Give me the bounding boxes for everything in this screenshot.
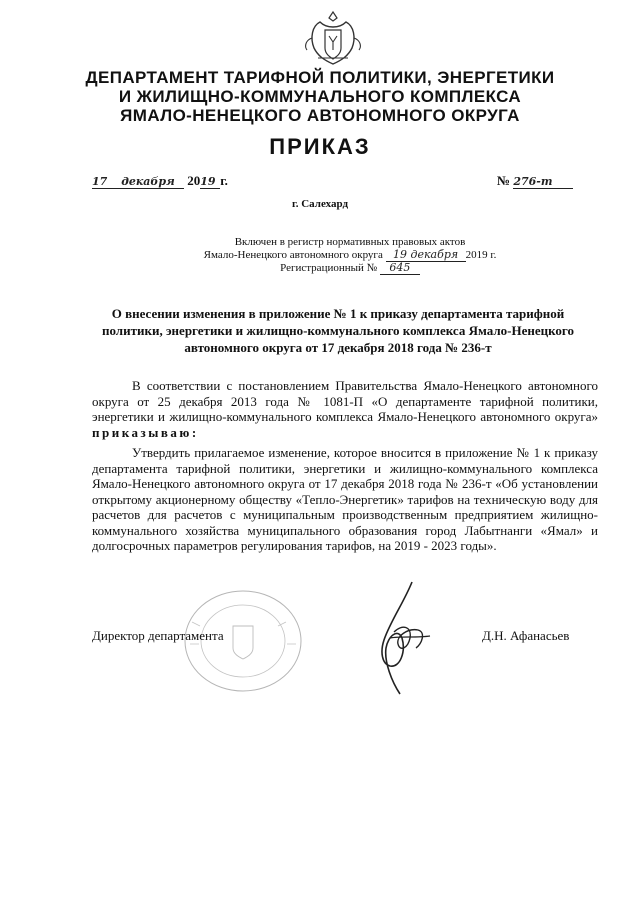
number-label: № xyxy=(497,173,511,188)
registration-line-2 xyxy=(150,249,550,262)
date-year-suffix-label: г. xyxy=(220,173,228,188)
order-number xyxy=(497,173,573,189)
order-date xyxy=(92,173,228,189)
coat-of-arms-icon xyxy=(300,8,366,70)
handwritten-signature-icon xyxy=(360,578,450,698)
department-heading xyxy=(40,68,600,125)
body-paragraph-1-text: В соответствии с постановлением Правительства Ямало-Ненецкого автономного округа от 25 декабря 2013 года № 1081-П «О департаменте тарифной политики, энергетики и жилищно-коммунального комплекса Ямало-Ненецкого автономного округа» xyxy=(92,378,598,424)
date-day-field xyxy=(92,174,112,189)
registration-line-2-prefix: Ямало-Ненецкого автономного округа xyxy=(203,249,383,261)
date-day-handwritten: 17 xyxy=(92,175,108,188)
department-line-3: ЯМАЛО-НЕНЕЦКОГО АВТОНОМНОГО ОКРУГА xyxy=(120,106,520,125)
body-paragraph-1 xyxy=(92,378,598,440)
city: г. Салехард xyxy=(291,198,349,210)
registration-number-field xyxy=(380,262,420,275)
registration-line-3 xyxy=(150,262,550,275)
department-line-1: ДЕПАРТАМЕНТ ТАРИФНОЙ ПОЛИТИКИ, ЭНЕРГЕТИКИ xyxy=(85,68,555,87)
order-title: ПРИКАЗ xyxy=(269,134,371,159)
number-handwritten: 276-т xyxy=(513,175,553,188)
registration-line-1: Включен в регистр нормативных правовых актов xyxy=(234,236,466,248)
date-month-handwritten: декабря xyxy=(121,175,175,188)
date-month-field xyxy=(112,174,184,189)
body-paragraph-2: Утвердить прилагаемое изменение, которое вносится в приложение № 1 к приказу департамента тарифной политики, энергетики и жилищно-коммунального комплекса Ямало-Ненецкого автономного округа от 17 декабря 2018 года № 236-т «Об установлении открытому акционерному обществу «Тепло-Энергетик» тарифов на техническую воду для расчетов для расчетов с муниципальным производственным предприятием жилищно-коммунального хозяйства муниципального образования город Лабытнанги «Ямал» и долгосрочных параметров регулирования тарифов, на 2019 - 2023 годы». xyxy=(92,445,598,553)
registration-number-label: Регистрационный № xyxy=(280,262,378,274)
department-line-2: И ЖИЛИЩНО-КОММУНАЛЬНОГО КОМПЛЕКСА xyxy=(118,87,522,106)
date-year-field xyxy=(200,174,220,189)
registration-block xyxy=(150,236,550,275)
order-subject: О внесении изменения в приложение № 1 к приказу департамента тарифной политики, энергетики и жилищно-коммунального комплекса Ямало-Ненецкого автономного округа от 17 декабря 2018 года № 236-т xyxy=(101,306,575,355)
signatory-role: Директор департамента xyxy=(92,628,224,643)
signatory-name: Д.Н. Афанасьев xyxy=(482,628,570,643)
registration-date-handwritten: 19 декабря xyxy=(393,248,459,261)
date-year-suffix-handwritten: 19 xyxy=(200,175,216,188)
number-field xyxy=(513,174,573,189)
registration-line-2-suffix: 2019 г. xyxy=(465,249,497,261)
body-paragraph-1-directive: приказываю: xyxy=(92,424,199,440)
registration-number-handwritten: 645 xyxy=(389,261,411,274)
date-year-prefix: 20 xyxy=(187,173,201,188)
